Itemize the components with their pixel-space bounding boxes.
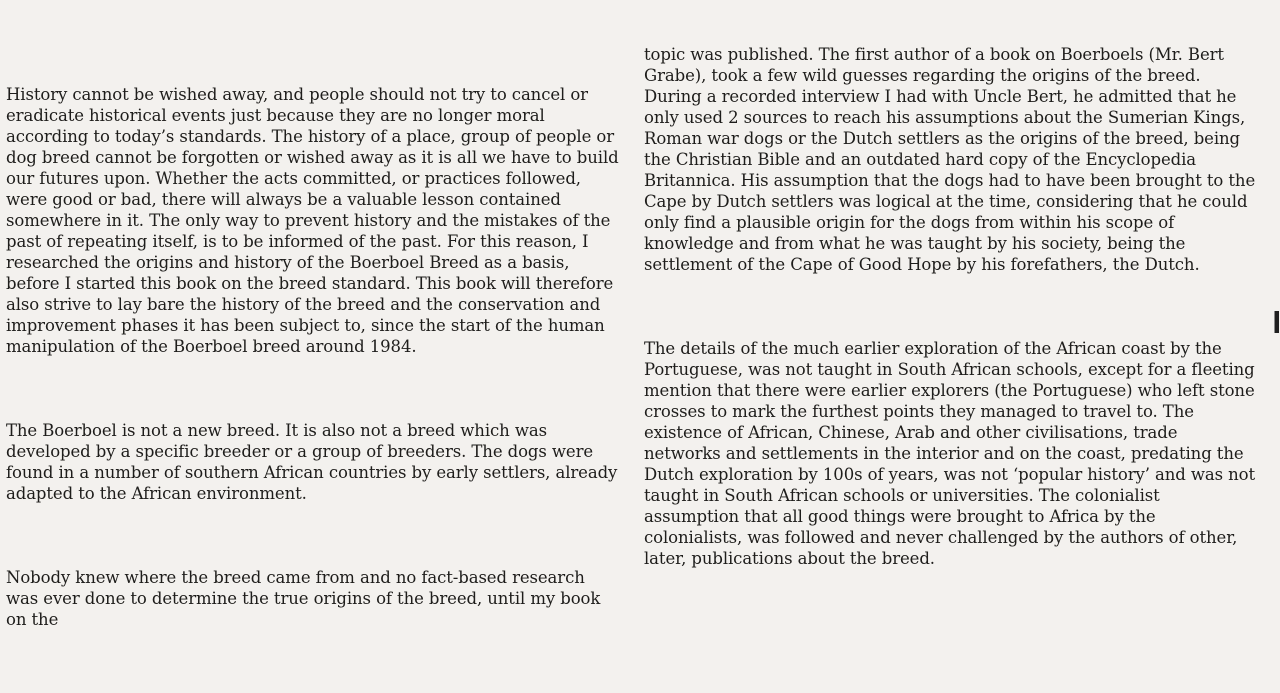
scrollbar-thumb[interactable] (1274, 311, 1279, 333)
paragraph: The Boerboel is not a new breed. It is also not a breed which was developed by a specific breeder or a group of breeders. The dogs were found in a number of southern African countries by early settlers, already adapted to the African environment. (6, 421, 618, 503)
right-page-column (644, 44, 1258, 632)
paragraph: The details of the much earlier exploration of the African coast by the Portuguese, was not taught in South African schools, except for a fleeting mention that there were earlier explorers (the Portuguese) who left stone crosses to mark the furthest points they managed to travel to. The existence of African, Chinese, Arab and other civilisations, trade networks and settlements in the interior and on the coast, predating the Dutch exploration by 100s of years, was not ‘popular history’ and was not taught in South African schools or universities. The colonialist assumption that all good things were brought to Africa by the colonialists, was followed and never challenged by the authors of other, later, publications about the breed. (644, 339, 1256, 568)
left-page-column (6, 84, 620, 693)
paragraph: Nobody knew where the breed came from and no fact-based research was ever done to determine the true origins of the breed, until my book on the (6, 568, 601, 629)
paragraph: History cannot be wished away, and people should not try to cancel or eradicate historical events just because they are no longer moral according to today’s standards. The history of a place, group of people or dog breed cannot be forgotten or wished away as it is all we have to build our futures upon. Whether the acts committed, or practices followed, were good or bad, there will always be a valuable lesson contained somewhere in it. The only way to prevent history and the mistakes of the past of repeating itself, is to be informed of the past. For this reason, I researched the origins and history of the Boerboel Breed as a basis, before I started this book on the breed standard. This book will therefore also strive to lay bare the history of the breed and the conservation and improvement phases it has been subject to, since the start of the human manipulation of the Boerboel breed around 1984. (6, 85, 619, 356)
paragraph: topic was published. The first author of a book on Boerboels (Mr. Bert Grabe), took a few wild guesses regarding the origins of the breed. During a recorded interview I had with Uncle Bert, he admitted that he only used 2 sources to reach his assumptions about the Sumerian Kings, Roman war dogs or the Dutch settlers as the origins of the breed, being the Christian Bible and an outdated hard copy of the Encyclopedia Britannica. His assumption that the dogs had to have been brought to the Cape by Dutch settlers was logical at the time, considering that he could only find a plausible origin for the dogs from within his scope of knowledge and from what he was taught by his society, being the settlement of the Cape of Good Hope by his forefathers, the Dutch. (644, 45, 1256, 274)
